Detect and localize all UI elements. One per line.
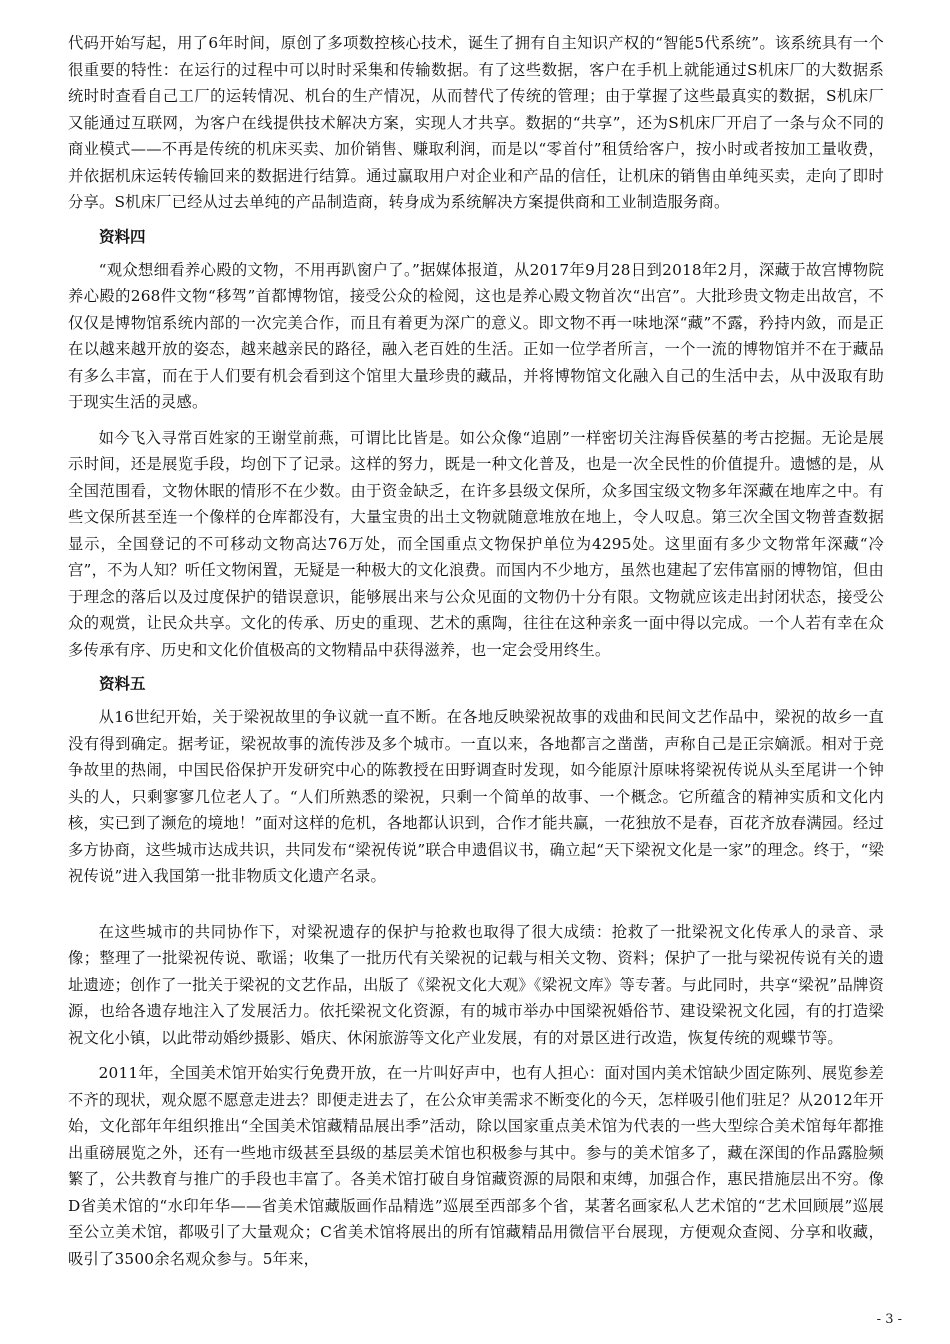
section5-paragraph-3: 2011年，全国美术馆开始实行免费开放，在一片叫好声中，也有人担心：面对国内美术馆缺少固定陈列、展览参差不齐的现状，观众愿不愿意走进去？即便走进去了，在公众审美需求不断变化的今天，怎样吸引他们驻足？从2012年开始，文化部年年组织推出“全国美术馆藏精品展出季”活动，除以国家重点美术馆为代表的一些大型综合美术馆每年都推出重磅展览之外，还有一些地市级甚至县级的基层美术馆也积极参与其中。参与的美术馆多了，藏在深闺的作品露脸频繁了，公共教育与推广的手段也丰富了。各美术馆打破自身馆藏资源的局限和束缚，加强合作，惠民措施层出不穷。像D省美术馆的“水印年华——省美术馆藏版画作品精选”巡展至西部多个省，某著名画家私人艺术馆的“艺术回顾展”巡展至公立美术馆，都吸引了大量观众；C省美术馆将展出的所有馆藏精品用微信平台展现，方便观众查阅、分享和收藏，吸引了3500余名观众参与。5年来， [68,1064,884,1268]
section5-paragraph-1: 从16世纪开始，关于梁祝故里的争议就一直不断。在各地反映梁祝故事的戏曲和民间文艺作品中，梁祝的故乡一直没有得到确定。据考证，梁祝故事的流传涉及多个城市。一直以来，各地都言之凿凿，声称自己是正宗嫡派。相对于竞争故里的热闹，中国民俗保护开发研究中心的陈教授在田野调查时发现，如今能原汁原味将梁祝传说从头至尾讲一个钟头的人，只剩寥寥几位老人了。“人们所熟悉的梁祝，只剩一个简单的故事、一个概念。它所蕴含的精神实质和文化内核，实已到了濒危的境地！”面对这样的危机，各地都认识到，合作才能共赢，一花独放不是春，百花齐放春满园。经过多方协商，这些城市达成共识，共同发布“梁祝传说”联合申遗倡议书，确立起“天下梁祝文化是一家”的理念。终于，“梁祝传说”进入我国第一批非物质文化遗产名录。 [68,708,884,885]
section-heading-5: 资料五 [99,675,146,693]
section4-paragraph-1: “观众想细看养心殿的文物，不用再趴窗户了。”据媒体报道，从2017年9月28日到2018年2月，深藏于故宫博物院养心殿的268件文物“移驾”首都博物馆，接受公众的检阅，这也是养心殿文物首次“出宫”。大批珍贵文物走出故宫，不仅仅是博物馆系统内部的一次完美合作，而且有着更为深广的意义。即文物不再一味地深“藏”不露，矜持内敛，而是正在以越来越开放的姿态，越来越亲民的路径，融入老百姓的生活。正如一位学者所言，一个一流的博物馆并不在于藏品有多么丰富，而在于人们要有机会看到这个馆里大量珍贵的藏品，并将博物馆文化融入自己的生活中去，从中汲取有助于现实生活的灵感。 [68,260,884,411]
paragraph-gap [68,899,884,919]
section4-paragraph-2: 如今飞入寻常百姓家的王谢堂前燕，可谓比比皆是。如公众像“追剧”一样密切关注海昏侯墓的考古挖掘。无论是展示时间，还是展览手段，均创下了记录。这样的努力，既是一种文化普及，也是一次全民性的价值提升。遗憾的是，从全国范围看，文物休眠的情形不在少数。由于资金缺乏，在许多县级文保所，众多国宝级文物多年深藏在地库之中。有些文保所甚至连一个像样的仓库都没有，大量宝贵的出土文物就随意堆放在地上，令人叹息。第三次全国文物普查数据显示，全国登记的不可移动文物高达76万处，而全国重点文物保护单位为4295处。这里面有多少文物常年深藏“冷宫”，不为人知？听任文物闲置，无疑是一种极大的文化浪费。而国内不少地方，虽然也建起了宏伟富丽的博物馆，但由于理念的落后以及过度保护的错误意识，能够展出来与公众见面的文物仍十分有限。文物就应该走出封闭状态，接受公众的观赏，让民众共享。文化的传承、历史的重现、艺术的熏陶，往往在这种亲炙一面中得以完成。一个人若有幸在众多传承有序、历史和文化价值极高的文物精品中获得滋养，也一定会受用终生。 [68,428,884,659]
continuation-paragraph: 代码开始写起，用了6年时间，原创了多项数控核心技术，诞生了拥有自主知识产权的“智能5代系统”。该系统具有一个很重要的特性：在运行的过程中可以时时采集和传输数据。有了这些数据，客户在手机上就能通过S机床厂的大数据系统时时查看自己工厂的运转情况、机台的生产情况，从而替代了传统的管理；由于掌握了这些最真实的数据，S机床厂又能通过互联网，为客户在线提供技术解决方案，实现人才共享。数据的“共享”，还为S机床厂开启了一条与众不同的商业模式——不再是传统的机床买卖、加价销售、赚取利润，而是以“零首付”租赁给客户，按小时或者按加工量收费，并依据机床运转传输回来的数据进行结算。通过赢取用户对企业和产品的信任，让机床的销售由单纯买卖，走向了即时分享。S机床厂已经从过去单纯的产品制造商，转身成为系统解决方案提供商和工业制造服务商。 [68,34,884,211]
section-heading-4: 资料四 [99,227,146,246]
document-body [68,30,884,1281]
section5-paragraph-2: 在这些城市的共同协作下，对梁祝遗存的保护与抢救也取得了很大成绩：抢救了一批梁祝文化传承人的录音、录像；整理了一批梁祝传说、歌谣；收集了一批历代有关梁祝的记载与相关文物、资料；保护了一批与梁祝传说有关的遗址遗迹；创作了一批关于梁祝的文艺作品，出版了《梁祝文化大观》《梁祝文库》等专著。与此同时，共享“梁祝”品牌资源，也给各遗存地注入了发展活力。依托梁祝文化资源，有的城市举办中国梁祝婚俗节、建设梁祝文化园，有的打造梁祝文化小镇，以此带动婚纱摄影、婚庆、休闲旅游等文化产业发展，有的对景区进行改造，恢复传统的观蝶节等。 [68,922,884,1047]
page-number: - 3 - [876,1312,902,1327]
